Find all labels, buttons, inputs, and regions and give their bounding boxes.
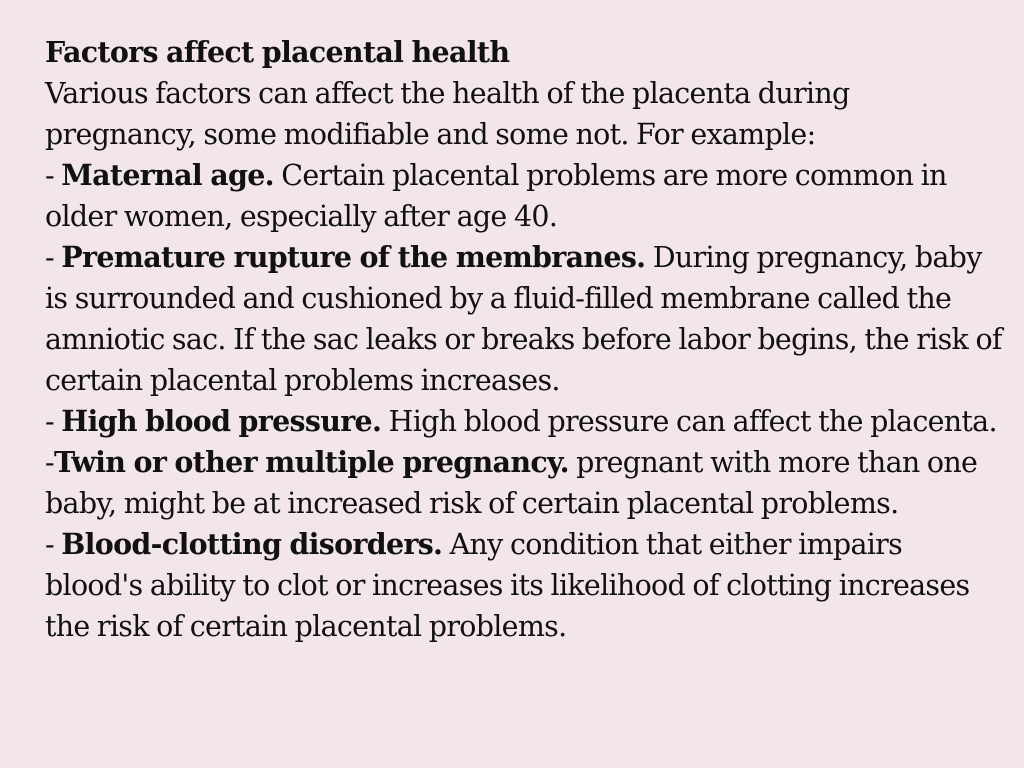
factor-description: During pregnancy, baby is surrounded and cushioned by a fluid-filled membrane called the amniotic sac. If the sac leaks or breaks before labor begins, the risk of certain placental problems increases. bbox=[45, 241, 1002, 397]
factor-item-multiple-pregnancy bbox=[45, 442, 1005, 524]
factor-item-maternal-age bbox=[45, 155, 1005, 237]
factor-description: Any condition that either impairs blood's ability to clot or increases its likelihood of clotting increases the risk of certain placental problems. bbox=[45, 528, 970, 643]
factor-term: Blood-clotting disorders. bbox=[61, 527, 443, 561]
factor-description: pregnant with more than one baby, might be at increased risk of certain placental problems. bbox=[45, 446, 978, 520]
factor-term: Maternal age. bbox=[61, 158, 274, 192]
factor-prefix: - bbox=[45, 159, 62, 192]
factor-item-blood-clotting bbox=[45, 524, 1005, 647]
factor-prefix: - bbox=[45, 241, 62, 274]
intro-paragraph: Various factors can affect the health of the placenta during pregnancy, some modifiable and some not. For example: bbox=[45, 77, 850, 151]
factor-term: Premature rupture of the membranes. bbox=[61, 240, 646, 274]
factor-prefix: - bbox=[45, 528, 62, 561]
factor-description: Certain placental problems are more common in older women, especially after age 40. bbox=[45, 159, 947, 233]
factor-item-high-blood-pressure bbox=[45, 401, 1005, 442]
factor-prefix: - bbox=[45, 446, 54, 479]
slide-title: Factors affect placental health bbox=[45, 35, 510, 69]
factor-term: Twin or other multiple pregnancy. bbox=[53, 445, 569, 479]
factor-term: High blood pressure. bbox=[61, 404, 382, 438]
factor-prefix: - bbox=[45, 405, 62, 438]
factor-item-premature-rupture bbox=[45, 237, 1005, 401]
factor-description: High blood pressure can affect the placenta. bbox=[381, 405, 997, 438]
slide-content bbox=[45, 32, 1005, 647]
